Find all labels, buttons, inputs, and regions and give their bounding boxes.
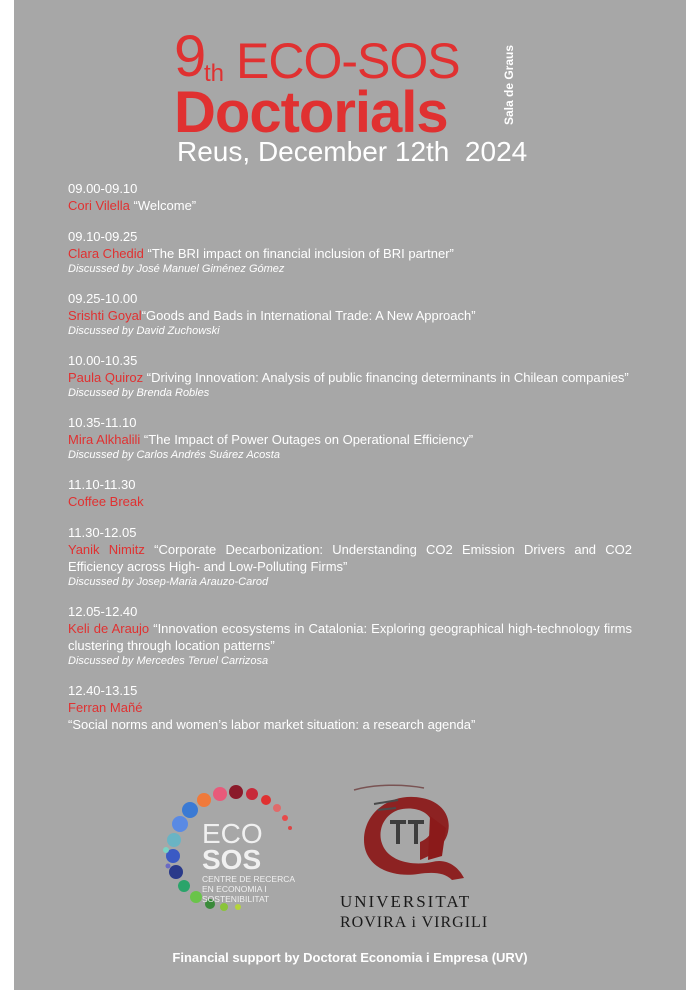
agenda-time: 09.00-09.10: [68, 181, 138, 196]
ecosos-logo-sos: SOS: [202, 844, 262, 875]
agenda-time: 12.40-13.15: [68, 683, 138, 698]
event-date: [177, 136, 527, 168]
speaker: Keli de Araujo: [68, 621, 150, 636]
coffee-break: Coffee Break: [68, 494, 144, 509]
agenda-line: [68, 245, 632, 262]
edition-number: 9: [174, 24, 205, 89]
event-name: ECO-SOS: [236, 33, 460, 89]
agenda-item: [68, 228, 632, 276]
discussant: Discussed by Mercedes Teruel Carrizosa: [68, 655, 269, 667]
agenda-time: 11.10-11.30: [68, 477, 136, 492]
speaker: Yanik Nimitz: [68, 542, 145, 557]
agenda-line: [68, 197, 632, 214]
ecosos-caption: [202, 874, 295, 904]
talk-title: “Welcome”: [133, 198, 197, 213]
urv-logo: [334, 780, 514, 940]
discussant: Discussed by José Manuel Giménez Gómez: [68, 263, 285, 275]
discussant: Discussed by Brenda Robles: [68, 387, 210, 399]
talk-title: “The BRI impact on financial inclusion of BRI partner”: [147, 246, 454, 261]
agenda-item: [68, 290, 632, 338]
talk-title: “Goods and Bads in International Trade: A New Approach”: [141, 308, 476, 323]
venue-label: Sala de Graus: [502, 44, 516, 126]
talk-title: “The Impact of Power Outages on Operational Efficiency”: [143, 432, 474, 447]
agenda-line: [68, 699, 632, 716]
agenda-item: [68, 352, 632, 400]
speaker: Mira Alkhalili: [68, 432, 141, 447]
agenda-time: 09.25-10.00: [68, 291, 138, 306]
agenda-item: [68, 414, 632, 462]
speaker: Ferran Mañé: [68, 700, 143, 715]
talk-title: “Innovation ecosystems in Catalonia: Exploring geographical high-technology firms clustering through location patterns”: [68, 621, 632, 653]
agenda-line: [68, 493, 632, 510]
agenda-line: [68, 620, 632, 654]
urv-name-line1: UNIVERSITAT: [340, 892, 472, 911]
agenda-time: 12.05-12.40: [68, 604, 138, 619]
date: December 12th 2024: [257, 136, 528, 167]
discussant: Discussed by Josep-Maria Arauzo-Carod: [68, 576, 269, 588]
footer-funding: Financial support by Doctorat Economia i Empresa (URV): [172, 950, 528, 965]
agenda-item: [68, 180, 632, 214]
ecosos-logo-eco: ECO: [202, 818, 263, 849]
location: Reus,: [177, 136, 251, 167]
discussant: Discussed by Carlos Andrés Suárez Acosta: [68, 449, 280, 461]
agenda-item: [68, 603, 632, 668]
urv-name-line2: ROVIRA i VIRGILI: [340, 914, 489, 931]
poster: [14, 0, 686, 990]
ecosos-logo: [154, 780, 324, 920]
agenda-item: [68, 524, 632, 589]
agenda-line: [68, 541, 632, 575]
ecosos-caption-line: SOSTENIBILITAT: [202, 894, 270, 904]
ecosos-caption-line: CENTRE DE RECERCA: [202, 874, 296, 884]
agenda-item: [68, 682, 632, 733]
speaker: Paula Quiroz: [68, 370, 144, 385]
ecosos-caption-line: EN ECONOMIA I: [202, 884, 267, 894]
talk-title: “Driving Innovation: Analysis of public financing determinants in Chilean companies”: [146, 370, 629, 385]
talk-title: “Social norms and women’s labor market situation: a research agenda”: [68, 717, 476, 732]
urv-emblem-icon: [334, 780, 484, 890]
talk-title: “Corporate Decarbonization: Understanding CO2 Emission Drivers and CO2 Efficiency across High- and Low-Polluting Firms”: [68, 542, 632, 574]
agenda-time: 10.35-11.10: [68, 415, 137, 430]
speaker: Srishti Goyal: [68, 308, 142, 323]
speaker: Cori Vilella: [68, 198, 130, 213]
agenda-line: [68, 307, 632, 324]
agenda-time: 11.30-12.05: [68, 525, 137, 540]
agenda-line: [68, 431, 632, 448]
agenda-item: [68, 476, 632, 510]
agenda-time: 09.10-09.25: [68, 229, 138, 244]
agenda-line: [68, 369, 632, 386]
agenda: [68, 180, 632, 733]
agenda-time: 10.00-10.35: [68, 353, 138, 368]
discussant: Discussed by David Zuchowski: [68, 325, 220, 337]
event-subtitle: Doctorials: [174, 80, 448, 145]
edition-ordinal: th: [204, 60, 225, 87]
speaker: Clara Chedid: [68, 246, 144, 261]
